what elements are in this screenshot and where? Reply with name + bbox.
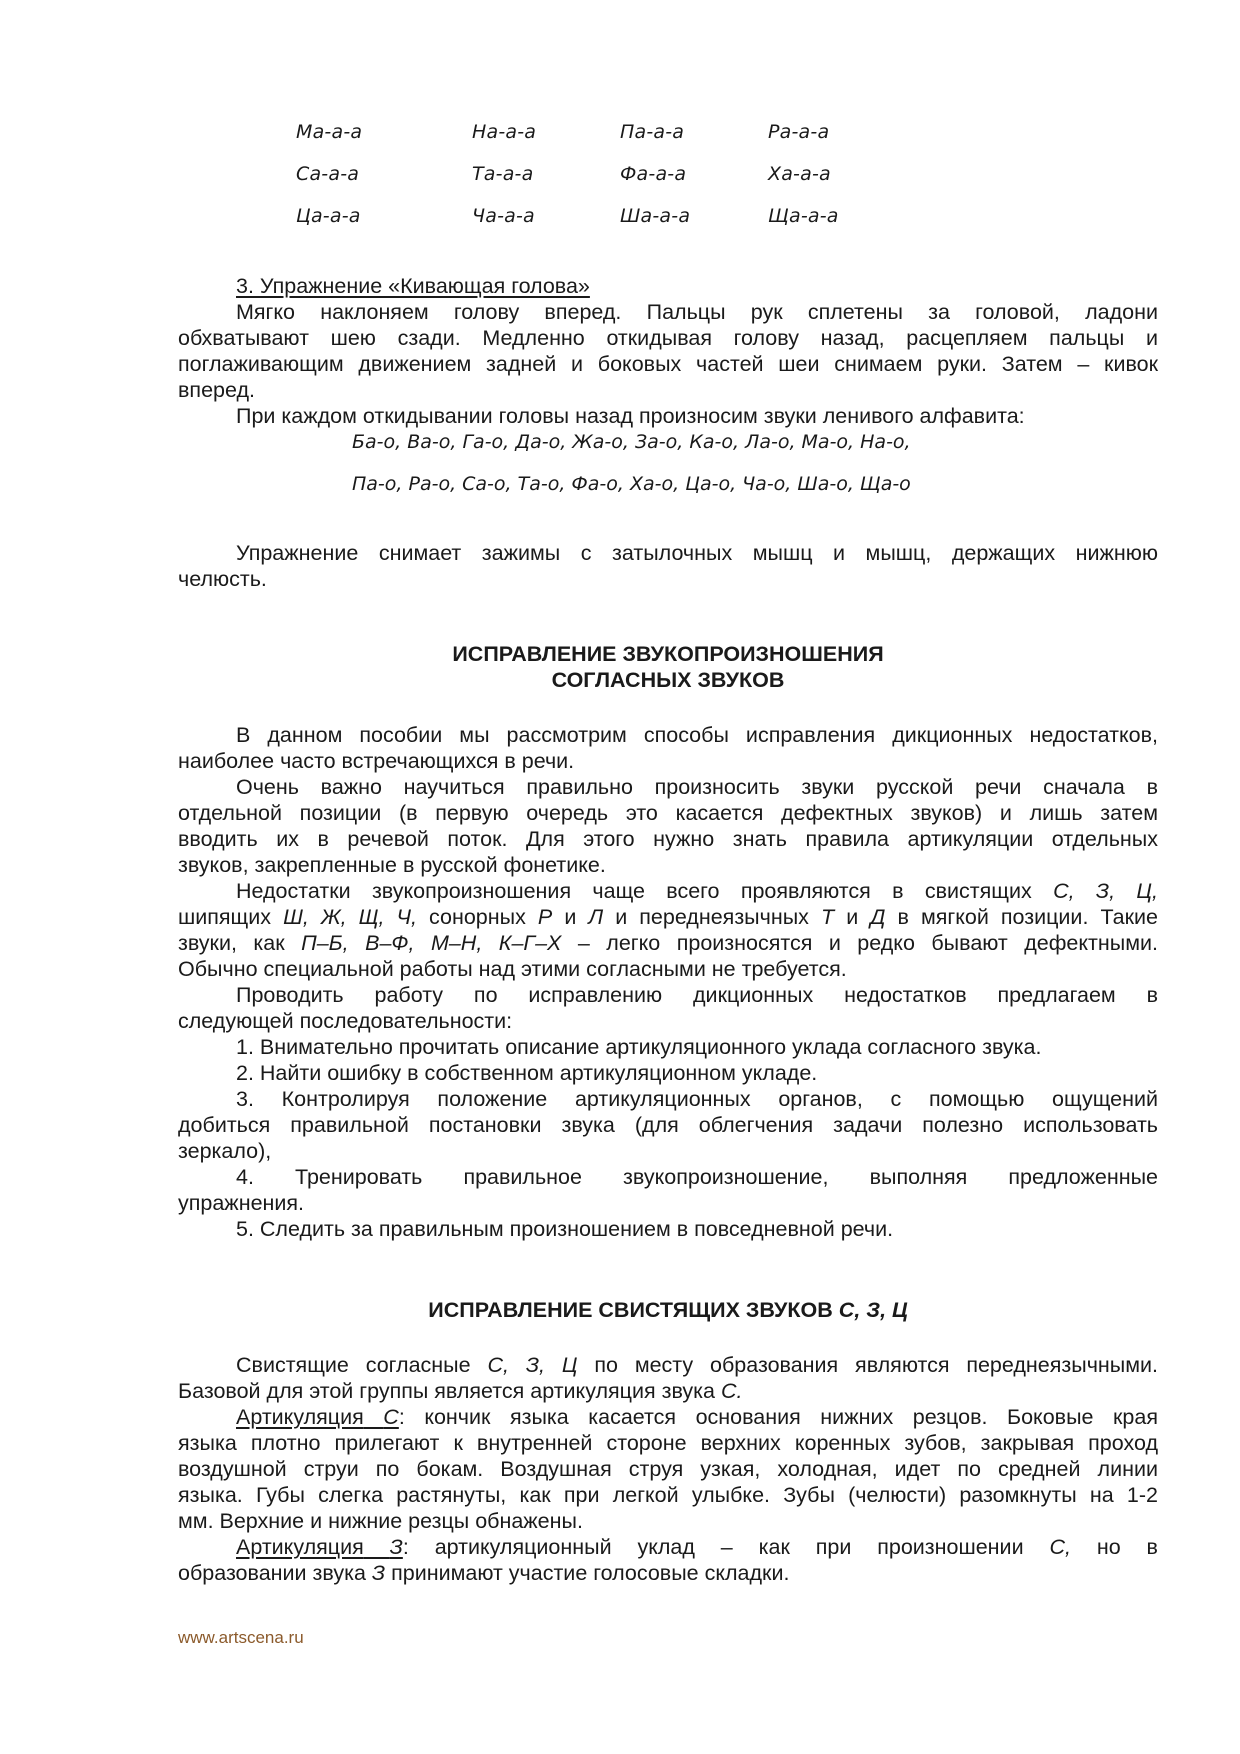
exercise-title-text: 3. Упражнение «Кивающая голова»	[236, 274, 590, 298]
heading-letters: С, З, Ц	[838, 1298, 908, 1322]
syllable: Фа-а-а	[620, 163, 687, 185]
list-item: 1. Внимательно прочитать описание артикуляционного уклада согласного звука.	[236, 1035, 1042, 1059]
syllable: Па-а-а	[620, 121, 685, 143]
syllable: Са-а-а	[296, 163, 360, 185]
sound-letters: Ш, Ж, Щ, Ч,	[283, 905, 417, 929]
syllable: Ча-а-а	[472, 205, 535, 227]
text-run: в мягкой позиции. Такие	[897, 905, 1158, 929]
paragraph-line: поглаживающим движением задней и боковых частей шеи снимаем руки. Затем – кивок	[178, 352, 1158, 376]
section-heading: ИСПРАВЛЕНИЕ ЗВУКОПРОИЗНОШЕНИЯ	[452, 642, 884, 666]
paragraph-line	[236, 1352, 1158, 1378]
text-run: по месту образования являются переднеязычными.	[594, 1353, 1158, 1377]
syllable: Ша-а-а	[620, 205, 691, 227]
paragraph-line	[236, 1404, 1158, 1430]
paragraph-line	[178, 904, 1158, 930]
list-item-continuation: зеркало),	[178, 1139, 272, 1163]
text-run: но в	[1096, 1535, 1158, 1559]
text-run: Свистящие согласные	[236, 1353, 471, 1377]
sound-letters: С	[383, 1405, 399, 1429]
paragraph-line: мм. Верхние и нижние резцы обнажены.	[178, 1509, 583, 1533]
paragraph-line: языка плотно прилегают к внутренней стороне верхних коренных зубов, закрывая проход	[178, 1431, 1158, 1455]
term-label: Артикуляция	[236, 1535, 364, 1559]
syllable: Ха-а-а	[768, 163, 831, 185]
paragraph-line: челюсть.	[178, 567, 267, 591]
text-run: звуки, как	[178, 931, 285, 955]
text-run: сонорных	[429, 905, 526, 929]
paragraph-line: Мягко наклоняем голову вперед. Пальцы рук сплетены за головой, ладони	[236, 300, 1158, 324]
text-run: и	[846, 905, 859, 929]
paragraph-line: следующей последовательности:	[178, 1009, 513, 1033]
section-heading: СОГЛАСНЫХ ЗВУКОВ	[551, 668, 785, 692]
heading-text: ИСПРАВЛЕНИЕ СВИСТЯЩИХ ЗВУКОВ	[428, 1298, 833, 1322]
paragraph-line: Очень важно научиться правильно произносить звуки русской речи сначала в	[236, 775, 1158, 799]
paragraph-line	[236, 1534, 1158, 1560]
paragraph-line: воздушной струи по бокам. Воздушная струя узкая, холодная, идет по средней линии	[178, 1457, 1158, 1481]
list-item-continuation: добиться правильной постановки звука (для облегчения задачи полезно использовать	[178, 1113, 1158, 1137]
sound-letters: Р	[537, 905, 553, 929]
syllable: Ща-а-а	[768, 205, 839, 227]
list-item: 5. Следить за правильным произношением в повседневной речи.	[236, 1217, 894, 1241]
sound-letters: З	[389, 1535, 403, 1559]
footer-url[interactable]: www.artscena.ru	[178, 1628, 304, 1647]
sound-letters: С.	[721, 1379, 743, 1403]
syllable: Ца-а-а	[296, 205, 361, 227]
text-run: – легко произносятся и редко бывают дефектными.	[577, 931, 1158, 955]
paragraph-line: Упражнение снимает зажимы с затылочных мышц и мышц, держащих нижнюю	[236, 541, 1158, 565]
syllable: Ра-а-а	[768, 121, 830, 143]
paragraph-line: языка. Губы слегка растянуты, как при легкой улыбке. Зубы (челюсти) разомкнуты на 1-2	[178, 1483, 1158, 1507]
syllable: На-а-а	[472, 121, 537, 143]
syllable-row: Ба-о, Ва-о, Га-о, Да-о, Жа-о, За-о, Ка-о, Ла-о, Ма-о, На-о,	[352, 431, 911, 453]
paragraph-line	[178, 1560, 1158, 1586]
text-run: шипящих	[178, 905, 271, 929]
sound-letters: С, З, Ц,	[1053, 879, 1158, 903]
list-item: 4. Тренировать правильное звукопроизношение, выполняя предложенные	[236, 1165, 1158, 1189]
sound-letters: С,	[1049, 1535, 1071, 1559]
paragraph-line: вводить их в речевой поток. Для этого нужно знать правила артикуляции отдельных	[178, 827, 1158, 851]
paragraph-line: наиболее часто встречающихся в речи.	[178, 749, 575, 773]
sound-letters: Д	[870, 905, 886, 929]
text-run: Недостатки звукопроизношения чаще всего проявляются в свистящих	[236, 879, 1032, 903]
text-run: : кончик языка касается основания нижних резцов. Боковые края	[398, 1405, 1158, 1429]
sound-letters: З	[371, 1561, 386, 1585]
paragraph-line: звуков, закрепленные в русской фонетике.	[178, 853, 606, 877]
paragraph-line: В данном пособии мы рассмотрим способы исправления дикционных недостатков,	[236, 723, 1158, 747]
paragraph-line: вперед.	[178, 378, 255, 402]
text-run: Базовой для этой группы является артикуляция звука	[178, 1379, 716, 1403]
list-item-continuation: упражнения.	[178, 1191, 305, 1215]
sound-letters: С, З, Ц	[487, 1353, 578, 1377]
text-run: принимают участие голосовые складки.	[391, 1561, 790, 1585]
list-item: 3. Контролируя положение артикуляционных органов, с помощью ощущений	[236, 1087, 1158, 1111]
text-run: образовании звука	[178, 1561, 366, 1585]
paragraph-line: Проводить работу по исправлению дикционных недостатков предлагаем в	[236, 983, 1158, 1007]
list-item: 2. Найти ошибку в собственном артикуляционном укладе.	[236, 1061, 818, 1085]
sound-letters: П–Б, В–Ф, М–Н, К–Г–Х	[301, 931, 562, 955]
syllable: Ма-а-а	[296, 121, 363, 143]
paragraph-line: При каждом откидывании головы назад произносим звуки ленивого алфавита:	[236, 404, 1025, 428]
section-heading	[0, 1297, 1240, 1323]
syllable: Та-а-а	[472, 163, 534, 185]
paragraph-line	[236, 878, 1158, 904]
paragraph-line	[178, 1378, 1158, 1404]
sound-letters: Л	[588, 905, 604, 929]
syllable-row: Па-о, Ра-о, Са-о, Та-о, Фа-о, Ха-о, Ца-о, Ча-о, Ша-о, Ща-о	[352, 473, 911, 495]
paragraph-line: обхватывают шею сзади. Медленно откидывая голову назад, расцепляем пальцы и	[178, 326, 1158, 350]
exercise-title	[236, 273, 1158, 299]
text-run: и переднеязычных	[615, 905, 809, 929]
sound-letters: Т	[820, 905, 835, 929]
paragraph-line: отдельной позиции (в первую очередь это касается дефектных звуков) и лишь затем	[178, 801, 1158, 825]
term-label: Артикуляция	[236, 1405, 364, 1429]
text-run: и	[564, 905, 577, 929]
paragraph-line: Обычно специальной работы над этими согласными не требуется.	[178, 957, 847, 981]
paragraph-line	[178, 930, 1158, 956]
text-run: : артикуляционный уклад – как при произношении	[402, 1535, 1024, 1559]
